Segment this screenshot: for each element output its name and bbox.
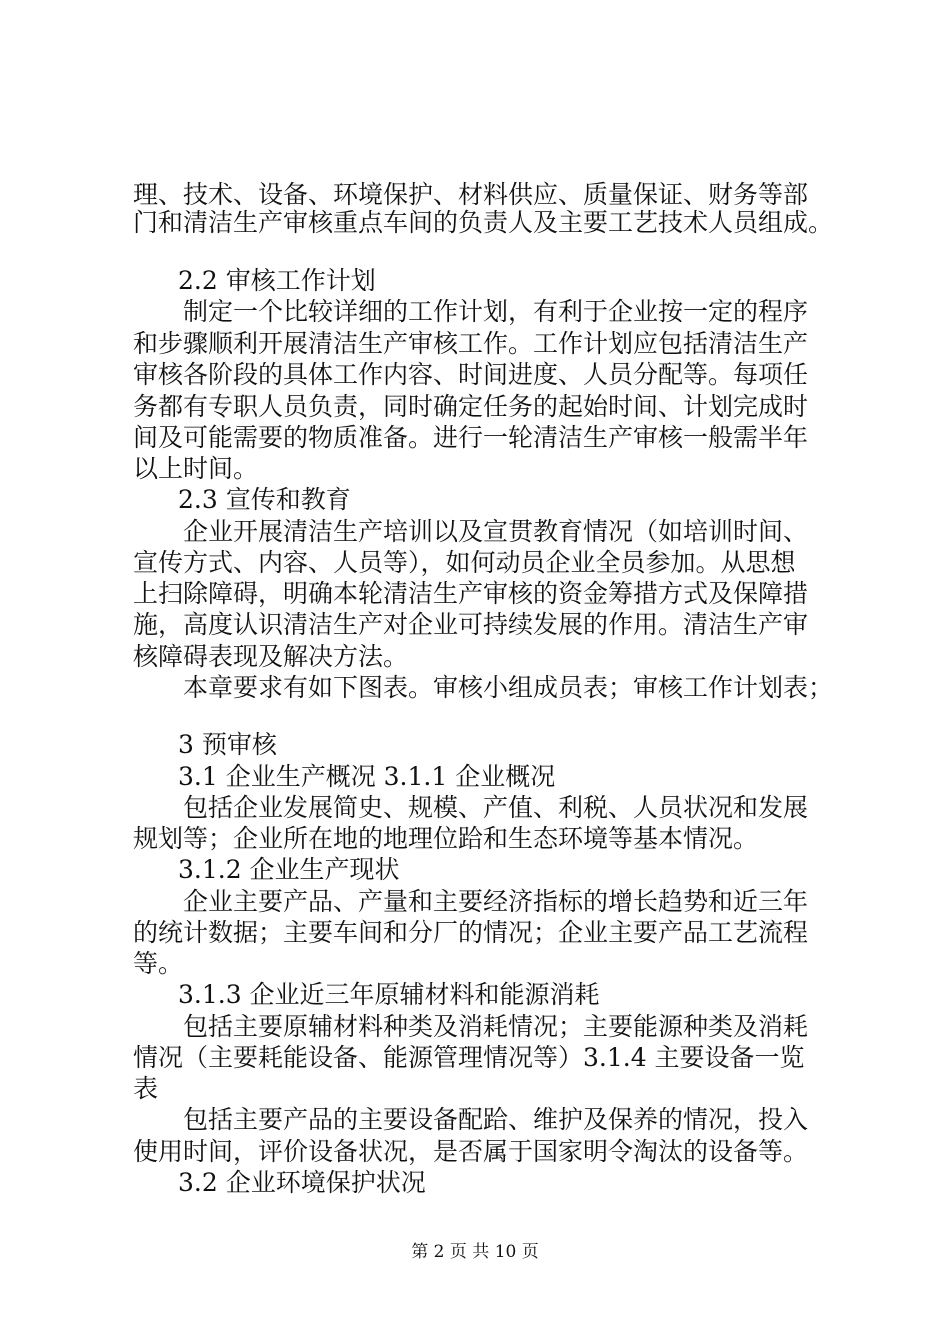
text-line: 宣传方式、内容、人员等），如何动员企业全员参加。从思想 [133, 548, 796, 577]
text-line: 间及可能需要的物质准备。进行一轮清洁生产审核一般需半年 [133, 423, 809, 452]
section-heading: 3.1.3 企业近三年原辅材料和能源消耗 [178, 980, 600, 1009]
text-line: 企业主要产品、产量和主要经济指标的增长趋势和近三年 [183, 887, 809, 916]
section-heading: 3.2 企业环境保护状况 [178, 1168, 426, 1197]
text-line: 审核各阶段的具体工作内容、时间进度、人员分配等。每项任 [133, 360, 809, 389]
text-line: 包括主要原辅材料种类及消耗情况；主要能源种类及消耗 [183, 1012, 809, 1041]
section-heading: 2.3 宣传和教育 [178, 485, 351, 514]
text-line: 务都有专职人员负责，同时确定任务的起始时间、计划完成时 [133, 392, 809, 421]
text-line: 施，高度认识清洁生产对企业可持续发展的作用。清洁生产审 [133, 610, 809, 639]
text-line: 情况（主要耗能设备、能源管理情况等）3.1.4 主要设备一览 [133, 1043, 805, 1072]
text-line: 以上时间。 [133, 454, 259, 483]
text-line: 本章要求有如下图表。审核小组成员表；审核工作计划表； [183, 673, 834, 702]
text-line: 门和清洁生产审核重点车间的负责人及主要工艺技术人员组成。 [133, 208, 834, 237]
text-line: 使用时间，评价设备状况，是否属于国家明令淘汰的设备等。 [133, 1137, 809, 1166]
text-line: 和步骤顺利开展清洁生产审核工作。工作计划应包括清洁生产 [133, 329, 809, 358]
text-line: 理、技术、设备、环境保护、材料供应、质量保证、财务等部 [133, 180, 809, 209]
text-line: 包括主要产品的主要设备配跲、维护及保养的情况，投入 [183, 1105, 809, 1134]
text-line: 等。 [133, 949, 184, 978]
text-line: 表 [133, 1074, 159, 1103]
text-line: 核障碍表现及解决方法。 [133, 642, 409, 671]
text-line: 包括企业发展简史、规模、产值、利税、人员状况和发展 [183, 793, 809, 822]
text-line: 制定一个比较详细的工作计划，有利于企业按一定的程序 [183, 297, 809, 326]
text-line: 的统计数据；主要车间和分厂的情况；企业主要产品工艺流程 [133, 918, 809, 947]
section-heading: 3.1.2 企业生产现状 [178, 855, 400, 884]
text-line: 企业开展清洁生产培训以及宣贯教育情况（如培训时间、 [183, 517, 809, 546]
section-heading: 2.2 审核工作计划 [178, 266, 376, 295]
text-line: 上扫除障碍，明确本轮清洁生产审核的资金筹措方式及保障措 [133, 579, 809, 608]
page-number-footer: 第 2 页 共 10 页 [411, 1242, 539, 1262]
section-heading: 3.1 企业生产概况 3.1.1 企业概况 [178, 762, 556, 791]
text-line: 规划等；企业所在地的地理位跲和生态环境等基本情况。 [133, 824, 759, 853]
chapter-heading: 3 预审核 [178, 730, 277, 759]
